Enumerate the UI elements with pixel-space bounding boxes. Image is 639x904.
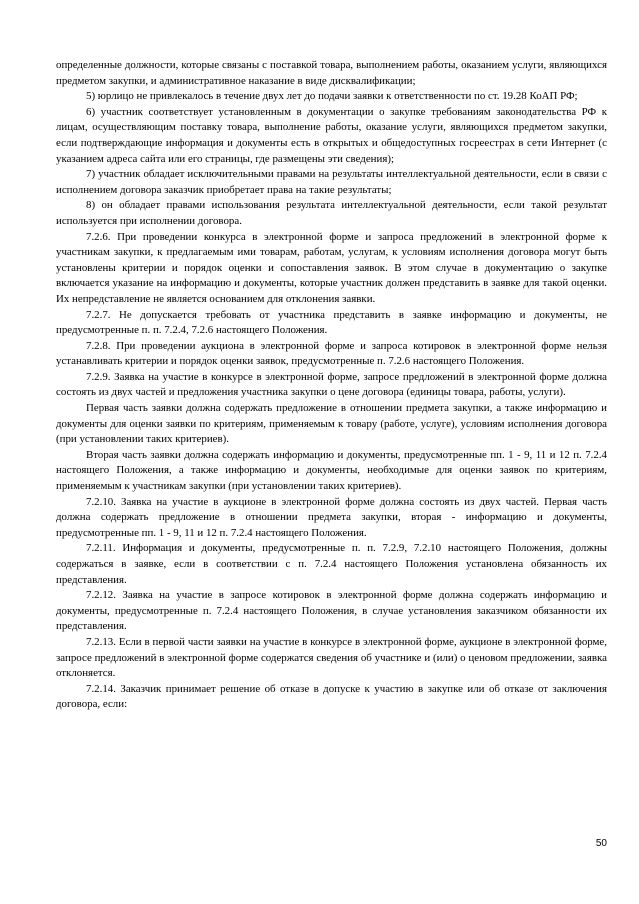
paragraph-continuation: определенные должности, которые связаны с поставкой товара, выполнением работы, оказанием услуги, являющихся предметом закупки, и административное наказание в виде дисквалификации; [56,59,607,87]
paragraph-item-7: 7) участник обладает исключительными правами на результаты интеллектуальной деятельности, если в связи с исполнением договора заказчик приобретает права на такие результаты; [56,168,607,196]
paragraph-7-2-14: 7.2.14. Заказчик принимает решение об отказе в допуске к участию в закупке или об отказе от заключения договора, если: [56,682,607,711]
paragraph-7-2-6: 7.2.6. При проведении конкурса в электронной форме и запроса предложений в электронной форме к участникам закупки, к предлагаемым ими товарам, работам, услугам, к условиям исполнения договора могут быть установлены критерии и порядок оценки и сопоставления заявок. В этом случае в документацию о закупке включается указание на информацию и документы, которые участник должен представить в заявке для такой оценки. Их непредставление не является основанием для отклонения заявки. [56,230,607,305]
paragraph-item-8: 8) он обладает правами использования результата интеллектуальной деятельности, если такой результат используется при исполнении договора. [56,199,607,227]
paragraph-7-2-12: 7.2.12. Заявка на участие в запросе котировок в электронной форме должна содержать информацию и документы, предусмотренные п. 7.2.4 настоящего Положения, в случае установления заказчиком обязанности их представления. [56,589,607,633]
document-body [56,58,607,713]
paragraph-second-part: Вторая часть заявки должна содержать информацию и документы, предусмотренные пп. 1 - 9, 11 и 12 п. 7.2.4 настоящего Положения, а также информацию и документы, необходимые для оценки заявок по критериям, применяемым к участникам закупки (при установлении таких критериев). [56,448,607,493]
page-number: 50 [595,838,607,849]
paragraph-7-2-9: 7.2.9. Заявка на участие в конкурсе в электронной форме, запросе предложений в электронной форме должна состоять из двух частей и предложения участника закупки о цене договора (единицы товара, работы, услуги). [56,370,607,399]
paragraph-item-5: 5) юрлицо не привлекалось в течение двух лет до подачи заявки к ответственности по ст. 19.28 КоАП РФ; [86,90,578,103]
paragraph-7-2-13: 7.2.13. Если в первой части заявки на участие в конкурсе в электронной форме, аукционе в электронной форме, запросе предложений в электронной форме содержатся сведения об участнике и (или) о ценовом предложении, заявка отклоняется. [56,635,607,680]
paragraph-7-2-11: 7.2.11. Информация и документы, предусмотренные п. п. 7.2.9, 7.2.10 настоящего Положения, должны содержаться в заявке, если в соответствии с п. 7.2.4 настоящего Положения установлена обязанность их представления. [56,542,607,586]
paragraph-item-6: 6) участник соответствует установленным в документации о закупке требованиям законодательства РФ к лицам, осуществляющим поставку товара, выполнение работы, оказание услуги, являющихся предметом закупки, если подтверждающие информация и документы есть в открытых и общедоступных госреестрах в сети Интернет (с указанием адреса сайта или его страницы, где размещены эти сведения); [56,105,607,165]
paragraph-7-2-10: 7.2.10. Заявка на участие в аукционе в электронной форме должна состоять из двух частей. Первая часть должна содержать предложение в отношении предмета закупки, вторая - информацию и документы, предусмотренные пп. 1 - 9, 11 и 12 п. 7.2.4 настоящего Положения. [56,495,607,539]
paragraph-7-2-8: 7.2.8. При проведении аукциона в электронной форме и запроса котировок в электронной форме нельзя устанавливать критерии и порядок оценки заявок, предусмотренные п. 7.2.6 настоящего Положения. [56,339,607,368]
paragraph-first-part: Первая часть заявки должна содержать предложение в отношении предмета закупки, а также информацию и документы для оценки заявки по критериям, применяемым к товару (работе, услуге), условиям исполнения договора (при установлении таких критериев). [56,402,607,446]
paragraph-7-2-7: 7.2.7. Не допускается требовать от участника представить в заявке информацию и документы, не предусмотренные п. п. 7.2.4, 7.2.6 настоящего Положения. [56,308,607,337]
